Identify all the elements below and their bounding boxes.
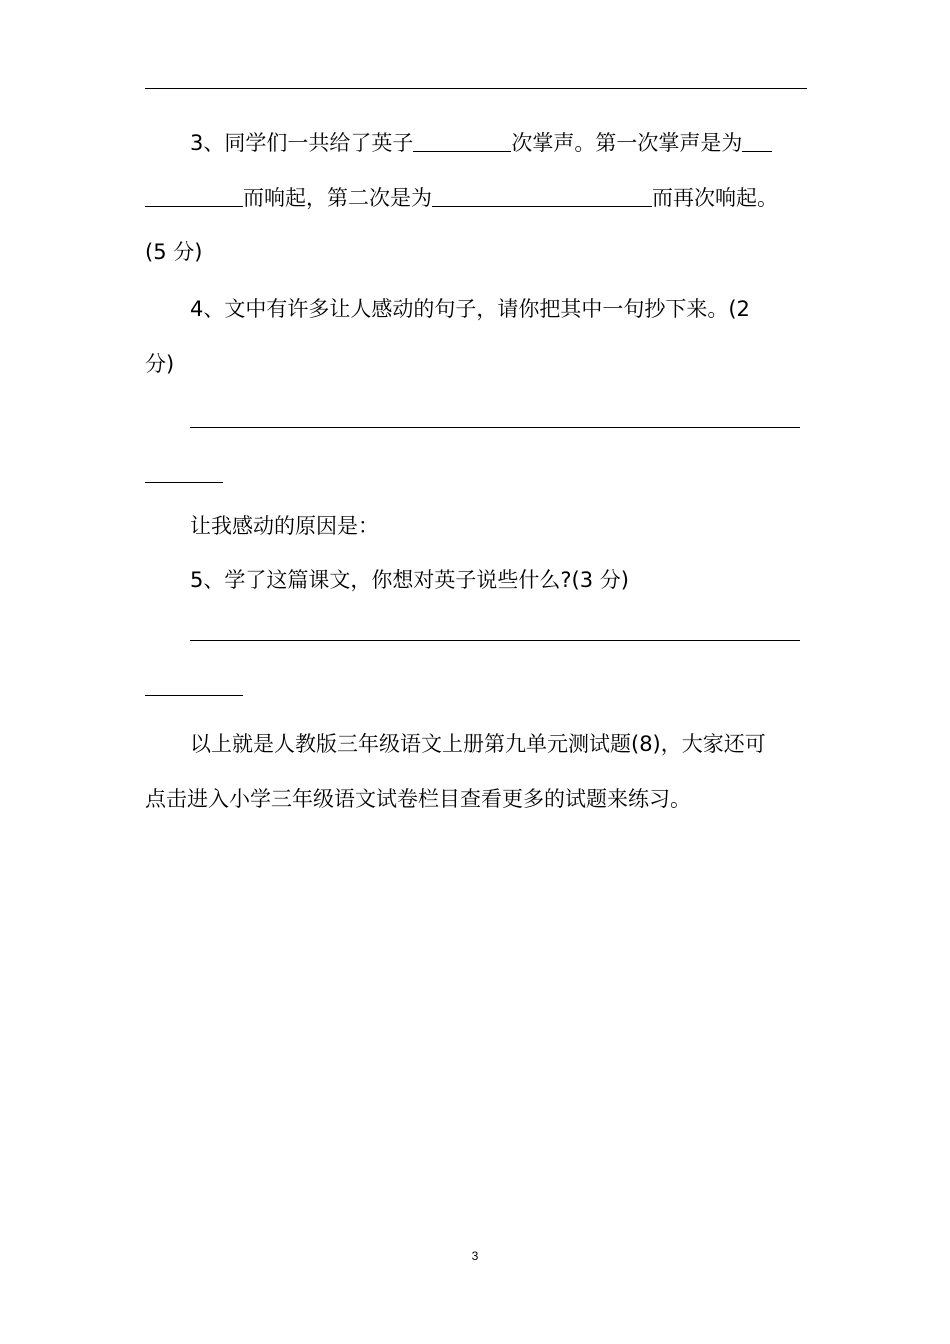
- q3-text-c: 而响起，第二次是为: [243, 186, 432, 210]
- q5-answer-line-2: [145, 695, 243, 696]
- answer-line-top: [145, 88, 807, 89]
- question-4-line-2: 分): [145, 352, 175, 376]
- q4-answer-line-1: [190, 427, 800, 428]
- q3-blank-first-end: [145, 184, 243, 207]
- page-number: 3: [471, 1249, 479, 1263]
- q4-answer-line-2: [145, 482, 223, 483]
- q3-text-d: 而再次响起。: [652, 186, 778, 210]
- q5-answer-line-1: [190, 640, 800, 641]
- question-3-score: (5 分): [145, 240, 203, 264]
- question-5-line: 5、学了这篇课文，你想对英子说些什么?(3 分): [190, 568, 629, 592]
- q4-reason-label: 让我感动的原因是：: [190, 514, 379, 538]
- question-3-line-2: [145, 182, 815, 212]
- q3-blank-second: [432, 184, 652, 207]
- question-4-line-1: 4、文中有许多让人感动的句子，请你把其中一句抄下来。(2: [190, 297, 750, 321]
- closing-line-2: 点击进入小学三年级语文试卷栏目查看更多的试题来练习。: [145, 787, 691, 811]
- q3-blank-first-start: [742, 129, 772, 152]
- q3-text-a: 3、同学们一共给了英子: [190, 131, 414, 155]
- closing-line-1: 以上就是人教版三年级语文上册第九单元测试题(8)，大家还可: [190, 732, 766, 756]
- question-3-line-1: [190, 127, 860, 157]
- q3-blank-count: [413, 129, 511, 152]
- q3-text-b: 次掌声。第一次掌声是为: [511, 131, 743, 155]
